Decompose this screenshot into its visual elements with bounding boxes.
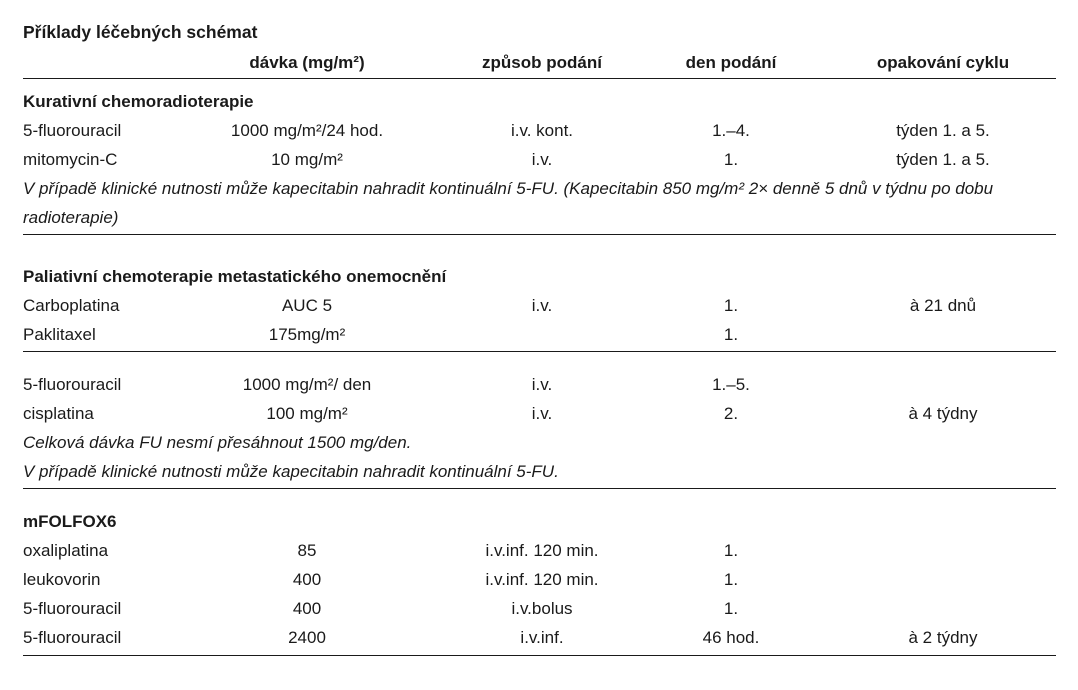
table-row bbox=[0, 541, 1078, 563]
dose-cell: 10 mg/m² bbox=[271, 150, 343, 169]
day-cell: 46 hod. bbox=[702, 628, 760, 647]
route-cell: i.v. bbox=[531, 404, 553, 423]
dose-cell: 1000 mg/m²/24 hod. bbox=[230, 121, 384, 140]
route-cell: i.v. kont. bbox=[510, 121, 574, 140]
day-cell: 1.–5. bbox=[712, 375, 750, 394]
table-row bbox=[0, 375, 1078, 397]
cycle-cell: týden 1. a 5. bbox=[896, 150, 990, 169]
dose-cell: AUC 5 bbox=[281, 296, 333, 315]
section-note: V případě klinické nutnosti může kapecitabin nahradit kontinuální 5-FU. bbox=[23, 462, 559, 481]
drug-name: 5-fluorouracil bbox=[23, 375, 122, 394]
dose-cell: 1000 mg/m²/ den bbox=[242, 375, 372, 394]
section-note: V případě klinické nutnosti může kapecitabin nahradit kontinuální 5-FU. (Kapecitabin 850 mg/m² 2× denně 5 dnů v týdnu po dobu radioterapie) bbox=[23, 179, 994, 227]
dose-cell: 2400 bbox=[288, 628, 326, 647]
dose-cell: 400 bbox=[292, 570, 322, 589]
table-row bbox=[0, 404, 1078, 426]
drug-name: Paklitaxel bbox=[23, 325, 96, 344]
cycle-cell: týden 1. a 5. bbox=[896, 121, 990, 140]
cycle-cell: à 2 týdny bbox=[908, 628, 978, 647]
dose-cell: 85 bbox=[297, 541, 317, 560]
header-route: způsob podání bbox=[482, 53, 602, 72]
header-dose: dávka (mg/m²) bbox=[249, 53, 365, 72]
table-bottom-divider bbox=[23, 655, 1056, 656]
day-cell: 1. bbox=[723, 570, 739, 589]
section-divider bbox=[23, 351, 1056, 352]
table-header bbox=[0, 53, 1078, 75]
table-row bbox=[0, 570, 1078, 592]
route-cell: i.v.inf. bbox=[520, 628, 564, 647]
drug-name: leukovorin bbox=[23, 570, 101, 589]
header-divider bbox=[23, 78, 1056, 79]
route-cell: i.v.inf. 120 min. bbox=[485, 570, 599, 589]
drug-name: 5-fluorouracil bbox=[23, 628, 122, 647]
table-row bbox=[0, 628, 1078, 650]
header-cycle: opakování cyklu bbox=[876, 53, 1010, 72]
section-title-curative: Kurativní chemoradioterapie bbox=[23, 92, 254, 111]
dose-cell: 400 bbox=[292, 599, 322, 618]
table-row bbox=[0, 296, 1078, 318]
drug-name: oxaliplatina bbox=[23, 541, 109, 560]
section-divider bbox=[23, 488, 1056, 489]
header-day: den podání bbox=[685, 53, 777, 72]
table-row bbox=[0, 150, 1078, 172]
drug-name: mitomycin-C bbox=[23, 150, 118, 169]
day-cell: 1. bbox=[723, 599, 739, 618]
page-title: Příklady léčebných schémat bbox=[23, 22, 258, 42]
section-note: Celková dávka FU nesmí přesáhnout 1500 mg/den. bbox=[23, 433, 412, 452]
section-divider bbox=[23, 234, 1056, 235]
day-cell: 1.–4. bbox=[712, 121, 750, 140]
day-cell: 2. bbox=[723, 404, 739, 423]
day-cell: 1. bbox=[723, 296, 739, 315]
table-row bbox=[0, 599, 1078, 621]
day-cell: 1. bbox=[723, 325, 739, 344]
section-title-mfolfox6: mFOLFOX6 bbox=[23, 512, 117, 531]
drug-name: cisplatina bbox=[23, 404, 94, 423]
dose-cell: 100 mg/m² bbox=[266, 404, 348, 423]
route-cell: i.v. bbox=[531, 375, 553, 394]
drug-name: Carboplatina bbox=[23, 296, 120, 315]
route-cell: i.v. bbox=[531, 150, 553, 169]
table-row bbox=[0, 121, 1078, 143]
day-cell: 1. bbox=[723, 541, 739, 560]
route-cell: i.v.bolus bbox=[511, 599, 573, 618]
drug-name: 5-fluorouracil bbox=[23, 599, 122, 618]
dose-cell: 175mg/m² bbox=[268, 325, 346, 344]
day-cell: 1. bbox=[723, 150, 739, 169]
route-cell: i.v.inf. 120 min. bbox=[485, 541, 599, 560]
route-cell: i.v. bbox=[531, 296, 553, 315]
cycle-cell: à 4 týdny bbox=[908, 404, 978, 423]
drug-name: 5-fluorouracil bbox=[23, 121, 122, 140]
table-row bbox=[0, 325, 1078, 347]
cycle-cell: à 21 dnů bbox=[909, 296, 977, 315]
section-title-palliative: Paliativní chemoterapie metastatického onemocnění bbox=[23, 267, 447, 286]
